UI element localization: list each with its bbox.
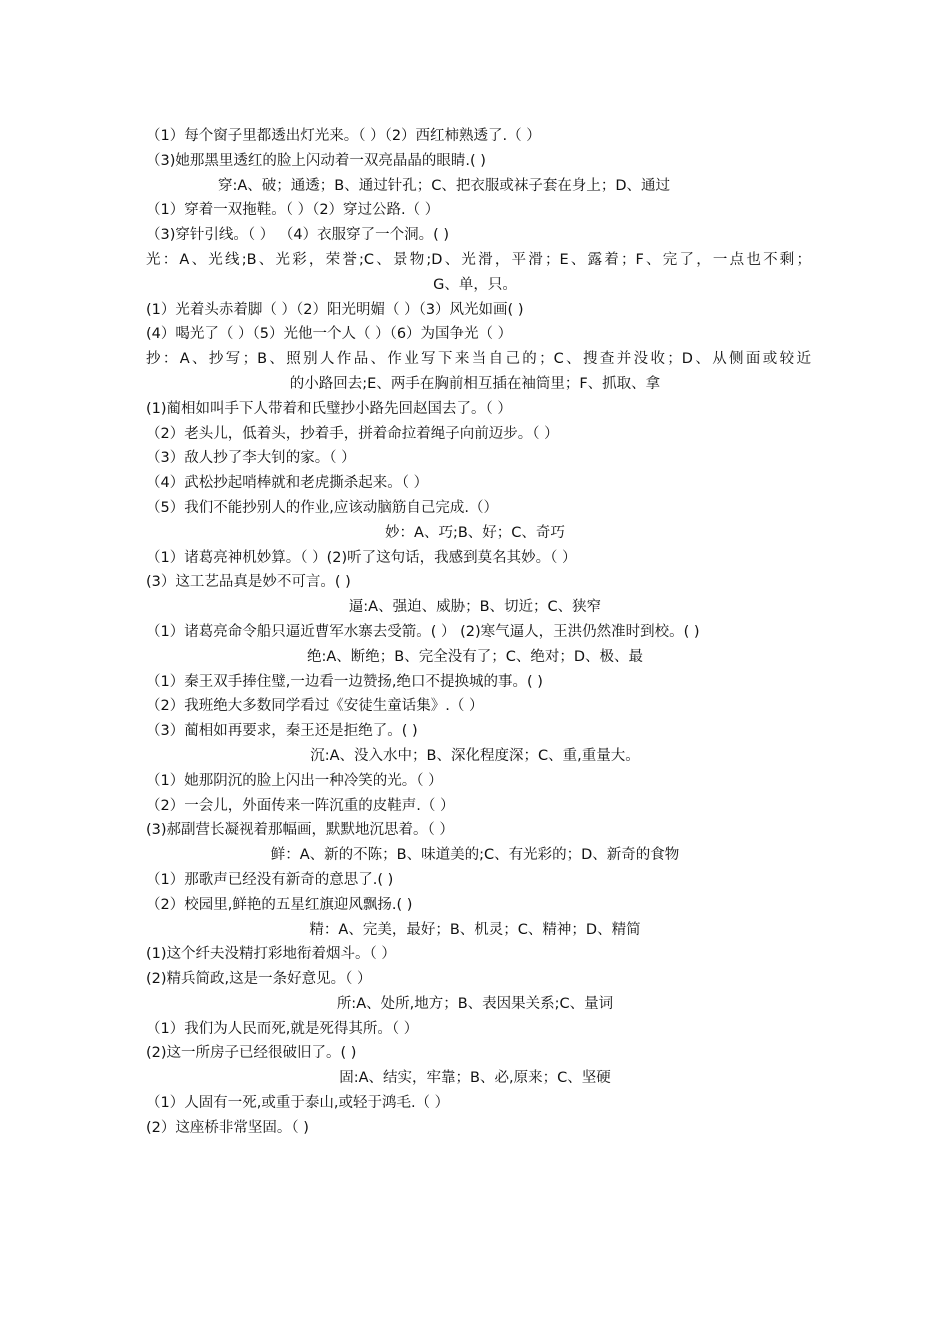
text-line: 光：A、光线;B、光彩，荣誉;C、景物;D、光滑，平滑；E、露着；F、完了，一点也不剩； xyxy=(146,251,811,268)
text-line: （1）我们为人民而死,就是死得其所。（ ） xyxy=(146,1020,419,1037)
text-line: 逼:A、强迫、威胁；B、切近；C、狭窄 xyxy=(348,599,602,616)
text-line: （3)她那黑里透红的脸上闪动着一双亮晶晶的眼睛.( ) xyxy=(146,152,486,169)
text-line: （1）人固有一死,或重于泰山,或轻于鸿毛.（ ） xyxy=(146,1095,450,1112)
text-line: （3)穿针引线。（ ） （4）衣服穿了一个洞。( ) xyxy=(146,227,449,244)
text-line: （2）一会儿，外面传来一阵沉重的皮鞋声.（ ） xyxy=(146,797,455,814)
text-line: （1）那歌声已经没有新奇的意思了.( ) xyxy=(146,871,394,888)
text-line: （5）我们不能抄别人的作业,应该动脑筋自己完成.（） xyxy=(146,499,498,516)
text-line: (4）喝光了（ ）（5）光他一个人（ ）（6）为国争光（ ） xyxy=(146,326,513,343)
text-line: 沉:A、没入水中；B、深化程度深；C、重,重量大。 xyxy=(310,747,640,764)
text-line: （1）诸葛亮命令船只逼近曹军水寨去受箭。( ） (2)寒气逼人，王洪仍然准时到校。( ) xyxy=(146,623,700,640)
text-line: （3）蔺相如再要求，秦王还是拒绝了。( ) xyxy=(146,723,418,740)
text-line: 鲜：A、新的不陈；B、味道美的;C、有光彩的；D、新奇的食物 xyxy=(270,847,680,864)
text-line: 妙：A、巧;B、好；C、奇巧 xyxy=(385,524,565,541)
text-line: (2)精兵简政,这是一条好意见。（ ） xyxy=(146,971,372,988)
text-line: 绝:A、断绝；B、完全没有了；C、绝对；D、极、最 xyxy=(306,648,644,665)
text-line: (1）光着头赤着脚（ ）（2）阳光明媚（ ）（3）风光如画( ) xyxy=(146,301,524,318)
text-line: 精：A、完美，最好；B、机灵；C、精神；D、精简 xyxy=(309,921,641,938)
text-line: G、单，只。 xyxy=(433,276,517,293)
text-line: （2）老头儿，低着头，抄着手，拼着命拉着绳子向前迈步。（ ） xyxy=(146,425,559,442)
text-line: (1)这个纤夫没精打彩地衔着烟斗。（ ） xyxy=(146,946,396,963)
worksheet-body xyxy=(0,124,950,1141)
text-line: （2）我班绝大多数同学看过《安徒生童话集》.（ ） xyxy=(146,698,484,715)
text-line: 抄：A、抄写；B、照别人作品、作业写下来当自己的；C、搜查并没收；D、从侧面或较近 xyxy=(146,351,811,368)
text-line: (3）这工艺品真是妙不可言。( ) xyxy=(146,574,351,591)
text-line: 穿:A、破；通透；B、通过针孔；C、把衣服或袜子套在身上；D、通过 xyxy=(218,177,671,194)
text-line: 的小路回去;E、两手在胸前相互插在袖筒里；F、抓取、拿 xyxy=(289,375,661,392)
text-line: （4）武松抄起哨棒就和老虎撕杀起来。（ ） xyxy=(146,475,429,492)
text-line: （1）她那阴沉的脸上闪出一种冷笑的光。（ ） xyxy=(146,772,443,789)
text-line: (3)郝副营长凝视着那幅画，默默地沉思着。（ ） xyxy=(146,822,454,839)
text-line: （2）校园里,鲜艳的五星红旗迎风飘扬.( ) xyxy=(146,896,413,913)
text-line: 所:A、处所,地方；B、表因果关系;C、量词 xyxy=(336,995,614,1012)
text-line: （1）穿着一双拖鞋。（ ）（2）穿过公路.（ ） xyxy=(146,202,440,219)
text-line: (1)蔺相如叫手下人带着和氏璧抄小路先回赵国去了。（ ） xyxy=(146,400,512,417)
text-line: (2）这座桥非常坚固。（ ) xyxy=(146,1119,309,1136)
text-line: （3）敌人抄了李大钊的家。（ ） xyxy=(146,450,356,467)
text-line: （1）每个窗子里都透出灯光来。（ ）（2）西红柿熟透了.（ ） xyxy=(146,128,541,144)
text-line: （1）秦王双手捧住璧,一边看一边赞扬,绝口不提换城的事。( ) xyxy=(146,673,543,690)
text-line: (2)这一所房子已经很破旧了。( ) xyxy=(146,1045,357,1062)
text-line: 固:A、结实，牢靠；B、必,原来；C、坚硬 xyxy=(339,1070,611,1087)
text-line: （1）诸葛亮神机妙算。（ ）(2)听了这句话，我感到莫名其妙。（ ） xyxy=(146,549,577,566)
